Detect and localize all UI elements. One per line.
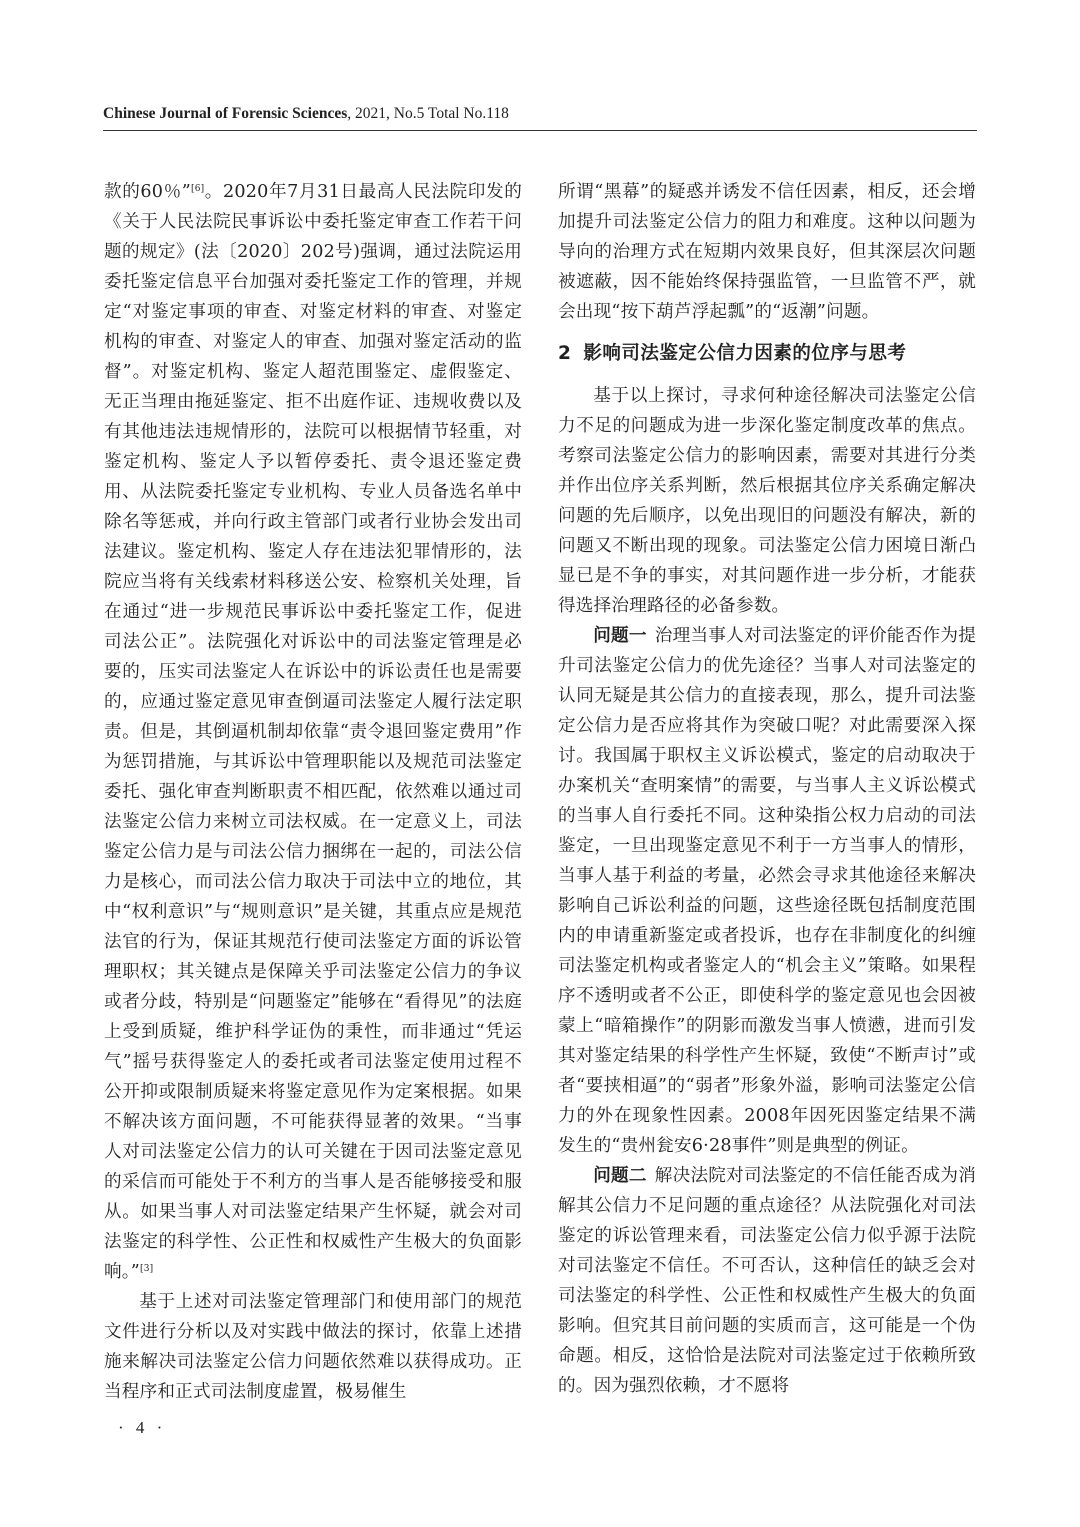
section-number: 2 xyxy=(558,343,572,364)
paragraph xyxy=(558,1161,976,1401)
section-title: 影响司法鉴定公信力因素的位序与思考 xyxy=(583,343,907,364)
paragraph-text: 。2020年7月31日最高人民法院印发的《关于人民法院民事诉讼中委托鉴定审查工作若干问题的规定》(法〔2020〕202号)强调，通过法院运用委托鉴定信息平台加强对委托鉴定工作的管理，并规定“对鉴定事项的审查、对鉴定材料的审查、对鉴定机构的审查、对鉴定人的审查、加强对鉴定活动的监督”。对鉴定机构、鉴定人超范围鉴定、虚假鉴定、无正当理由拖延鉴定、拒不出庭作证、违规收费以及有其他违法违规情形的，法院可以根据情节轻重，对鉴定机构、鉴定人予以暂停委托、责令退还鉴定费用、从法院委托鉴定专业机构、专业人员备选名单中除名等惩戒，并向行政主管部门或者行业协会发出司法建议。鉴定机构、鉴定人存在违法犯罪情形的，法院应当将有关线索材料移送公安、检察机关处理，旨在通过“进一步规范民事诉讼中委托鉴定工作，促进司法公正”。法院强化对诉讼中的司法鉴定管理是必要的，压实司法鉴定人在诉讼中的诉讼责任也是需要的，应通过鉴定意见审查倒逼司法鉴定人履行法定职责。但是，其倒逼机制却依靠“责令退回鉴定费用”作为惩罚措施，与其诉讼中管理职能以及规范司法鉴定委托、强化审查判断职责不相匹配，依然难以通过司法鉴定公信力来树立司法权威。在一定意义上，司法鉴定公信力是与司法公信力捆绑在一起的，司法公信力是核心，而司法公信力取决于司法中立的地位，其中“权利意识”与“规则意识”是关键，其重点应是规范法官的行为，保证其规范行使司法鉴定方面的诉讼管理职权；其关键点是保障关乎司法鉴定公信力的争议或者分歧，特别是“问题鉴定”能够在“看得见”的法庭上受到质疑，维护科学证伪的秉性，而非通过“凭运气”摇号获得鉴定人的委托或者司法鉴定使用过程不公开抑或限制质疑来将鉴定意见作为定案根据。如果不解决该方面问题，不可能获得显著的效果。“当事人对司法鉴定公信力的认可关键在于因司法鉴定意见的采信而可能处于不利方的当事人是否能够接受和服从。如果当事人对司法鉴定结果产生怀疑，就会对司法鉴定的科学性、公正性和权威性产生极大的负面影响。” xyxy=(104,182,523,1282)
reference-marker: [6] xyxy=(191,184,205,194)
running-header xyxy=(103,104,565,124)
paragraph: 基于上述对司法鉴定管理部门和使用部门的规范文件进行分析以及对实践中做法的探讨，依靠上述措施来解决司法鉴定公信力问题依然难以获得成功。正当程序和正式司法制度虚置，极易催生 xyxy=(104,1292,522,1402)
question-label: 问题一 xyxy=(593,625,647,646)
issue-info: , 2021, No.5 Total No.118 xyxy=(347,105,509,122)
paragraph-text: 款的60％” xyxy=(104,182,192,202)
right-column xyxy=(558,177,976,1401)
section-heading xyxy=(558,339,976,369)
paragraph-text: 治理当事人对司法鉴定的评价能否作为提升司法鉴定公信力的优先途径？当事人对司法鉴定的认同无疑是其公信力的直接表现，那么，提升司法鉴定公信力是否应将其作为突破口呢？对此需要深入探讨。我国属于职权主义诉讼模式，鉴定的启动取决于办案机关“查明案情”的需要，与当事人主义诉讼模式的当事人自行委托不同。这种染指公权力启动的司法鉴定，一旦出现鉴定意见不利于一方当事人的情形，当事人基于利益的考量，必然会寻求其他途径来解决影响自己诉讼利益的问题，这些途径既包括制度范围内的申请重新鉴定或者投诉，也存在非制度化的纠缠司法鉴定机构或者鉴定人的“机会主义”策略。如果程序不透明或者不公正，即使科学的鉴定意见也会因被蒙上“暗箱操作”的阴影而激发当事人愤懑，进而引发其对鉴定结果的科学性产生怀疑，致使“不断声讨”或者“要挟相逼”的“弱者”形象外溢，影响司法鉴定公信力的外在现象性因素。2008年因死因鉴定结果不满发生的“贵州瓮安6·28事件”则是典型的例证。 xyxy=(558,626,976,1156)
journal-name: Chinese Journal of Forensic Sciences xyxy=(103,105,348,122)
paragraph xyxy=(104,177,522,1287)
header-rule xyxy=(103,130,977,131)
paragraph: 所谓“黑幕”的疑惑并诱发不信任因素，相反，还会增加提升司法鉴定公信力的阻力和难度。这种以问题为导向的治理方式在短期内效果良好，但其深层次问题被遮蔽，因不能始终保持强监管，一旦监管不严，就会出现“按下葫芦浮起瓢”的“返潮”问题。 xyxy=(558,182,976,322)
paragraph-text: 解决法院对司法鉴定的不信任能否成为消解其公信力不足问题的重点途径？从法院强化对司法鉴定的诉讼管理来看，司法鉴定公信力似乎源于法院对司法鉴定不信任。不可否认，这种信任的缺乏会对司法鉴定的科学性、公正性和权威性产生极大的负面影响。但究其目前问题的实质而言，这可能是一个伪命题。相反，这恰恰是法院对司法鉴定过于依赖所致的。因为强烈依赖，才不愿将 xyxy=(558,1166,976,1396)
paragraph xyxy=(558,621,976,1161)
page-number: · 4 · xyxy=(118,1418,167,1437)
reference-marker: [3] xyxy=(139,1264,154,1274)
paragraph: 基于以上探讨，寻求何种途径解决司法鉴定公信力不足的问题成为进一步深化鉴定制度改革的焦点。考察司法鉴定公信力的影响因素，需要对其进行分类并作出位序关系判断，然后根据其位序关系确定解决问题的先后顺序，以免出现旧的问题没有解决，新的问题又不断出现的现象。司法鉴定公信力困境日渐凸显已是不争的事实，对其问题作进一步分析，才能获得选择治理路径的必备参数。 xyxy=(558,386,976,616)
left-column xyxy=(104,177,522,1407)
question-label: 问题二 xyxy=(593,1165,647,1186)
